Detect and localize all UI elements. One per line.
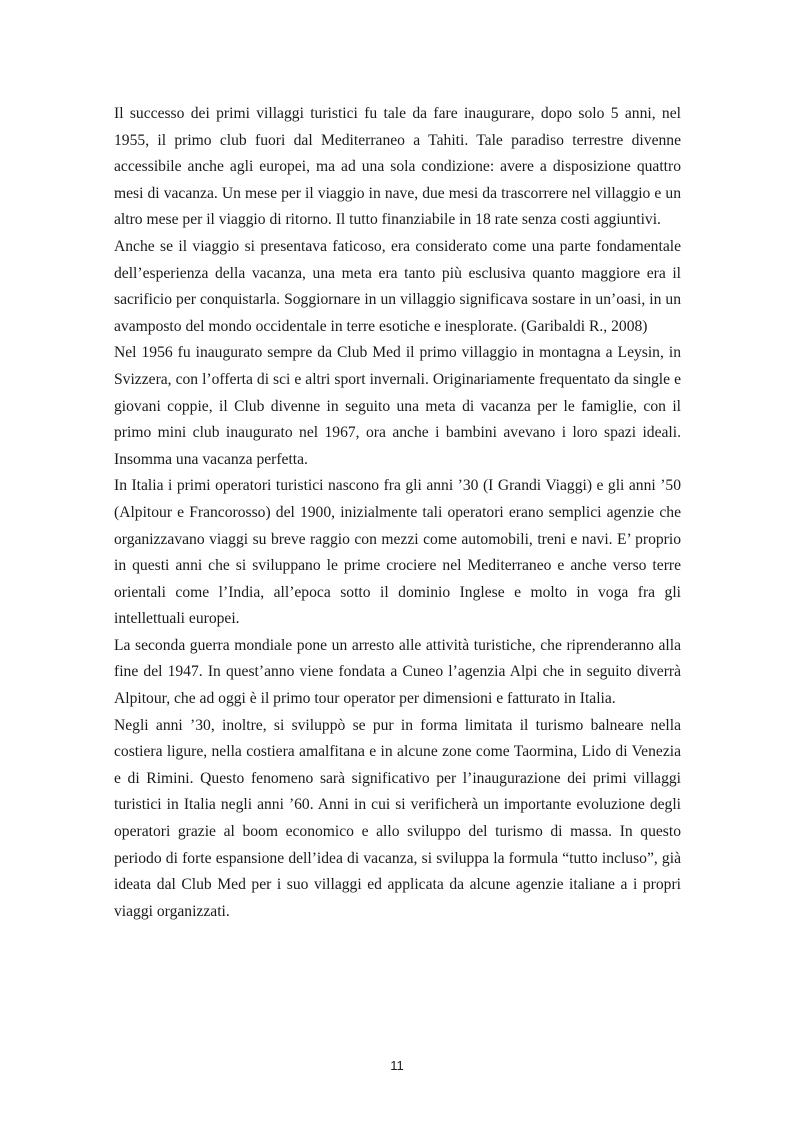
paragraph-italian-operators: In Italia i primi operatori turistici nascono fra gli anni ’30 (I Grandi Viaggi) e gli anni ’50 (Alpitour e Francorosso) del 1900, inizialmente tali operatori erano semplici agenzie che organizzavano viaggi su breve raggio con mezzi come automobili, treni e navi. E’ proprio in questi anni che si sviluppano le prime crociere nel Mediterraneo e anche verso terre orientali come l’India, all’epoca sotto il dominio Inglese e molto in voga fra gli intellettuali europei. [114, 477, 681, 628]
paragraph-leysin-village: Nel 1956 fu inaugurato sempre da Club Med il primo villaggio in montagna a Leysin, in Svizzera, con l’offerta di sci e altri sport invernali. Originariamente frequentato da single e giovani coppie, il Club divenne in seguito una meta di vacanza per le famiglie, con il primo mini club inaugurato nel 1967, ora anche i bambini avevano i loro spazi ideali. Insomma una vacanza perfetta. [114, 344, 681, 468]
paragraph-alpitour: La seconda guerra mondiale pone un arresto alle attività turistiche, che riprenderanno alla fine del 1947. In quest’anno viene fondata a Cuneo l’agenzia Alpi che in seguito diverrà Alpitour, che ad oggi è il primo tour operator per dimensioni e fatturato in Italia. [114, 636, 681, 708]
paragraph-club-tahiti: Il successo dei primi villaggi turistici fu tale da fare inaugurare, dopo solo 5 anni, nel 1955, il primo club fuori dal Mediterraneo a Tahiti. Tale paradiso terrestre divenne accessibile anche agli europei, ma ad una sola condizione: avere a disposizione quattro mesi di vacanza. Un mese per il viaggio in nave, due mesi da trascorrere nel villaggio e un altro mese per il viaggio di ritorno. Il tutto finanziabile in 18 rate senza costi aggiuntivi. [114, 105, 681, 229]
body-text [114, 101, 681, 925]
page-number: 11 [390, 1058, 404, 1073]
paragraph-travel-sacrifice: Anche se il viaggio si presentava faticoso, era considerato come una parte fondamentale dell’esperienza della vacanza, una meta era tanto più esclusiva quanto maggiore era il sacrificio per conquistarla. Soggiornare in un villaggio significava sostare in un’oasi, in un avamposto del mondo occidentale in terre esotiche e inesplorate. (Garibaldi R., 2008) [114, 237, 681, 335]
paragraph-seaside-tourism: Negli anni ’30, inoltre, si sviluppò se pur in forma limitata il turismo balneare nella costiera ligure, nella costiera amalfitana e in alcune zone come Taormina, Lido di Venezia e di Rimini. Questo fenomeno sarà significativo per l’inaugurazione dei primi villaggi turistici in Italia negli anni ’60. Anni in cui si verificherà un importante evoluzione degli operatori grazie al boom economico e allo sviluppo del turismo di massa. In questo periodo di forte espansione dell’idea di vacanza, si sviluppa la formula “tutto incluso”, già ideata dal Club Med per i suo villaggi ed applicata da alcune agenzie italiane a i propri viaggi organizzati. [114, 716, 681, 920]
